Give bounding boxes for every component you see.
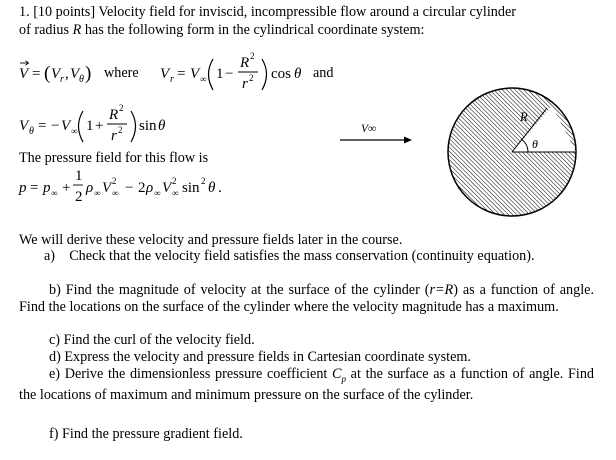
question-f [49,426,243,442]
flow-label: V∞ [361,123,377,135]
velocity-equation-row [19,42,439,100]
svg-text:∞: ∞ [71,126,78,136]
question-b-text-pre: Find the magnitude of velocity at the surface of the cylinder ( [65,282,430,298]
vtheta-equation [19,96,219,152]
svg-text:V: V [51,66,61,82]
svg-text:.: . [218,180,222,196]
question-c [49,332,255,348]
svg-text:V: V [162,180,172,196]
svg-text:2: 2 [250,51,255,61]
question-a [19,248,594,265]
question-c-text: Find the curl of the velocity field. [63,332,255,348]
question-e-text-pre: Derive the dimensionless pressure coefficient [64,366,328,382]
svg-text:=: = [32,66,41,82]
problem-points: [10 points] [33,4,96,20]
problem-header [19,4,516,20]
cylinder-figure-svg [330,96,600,222]
question-b-text-post: ) as a function of angle. Find the locations on the surface of the cylinder where the velocity magnitude has a maximum. [19,282,594,315]
problem-number: 1. [19,4,30,20]
svg-text:ρ: ρ [146,180,154,196]
svg-text:r: r [111,128,117,144]
svg-text:∞: ∞ [51,188,58,198]
svg-text:p: p [19,180,27,196]
svg-text:V: V [160,66,170,82]
question-e-label: e) [49,366,61,382]
svg-text:1: 1 [86,118,94,134]
pressure-intro: The pressure field for this flow is [19,150,209,166]
problem-intro-line1: Velocity field for inviscid, incompressible flow around a circular cylinder [98,4,516,20]
svg-text:ρ: ρ [86,180,94,196]
svg-text:−: − [225,66,234,82]
svg-text:r: r [60,74,64,85]
svg-text:R: R [109,107,119,123]
svg-text:R: R [240,55,250,71]
svg-text:+: + [62,180,71,196]
svg-text:1: 1 [75,168,83,184]
intro-line2-post: has the following form in the cylindrical coordinate system: [84,22,425,38]
svg-text:+: + [95,118,104,134]
svg-text:V: V [190,66,200,82]
question-d [49,349,471,365]
and-word: and [313,65,334,81]
question-e-subscript: p [341,373,346,384]
question-a-label: a) [44,248,56,264]
svg-text:V: V [70,66,80,82]
svg-text:∞: ∞ [94,188,101,198]
svg-text:2: 2 [249,73,254,83]
question-a-text: Check that the velocity field satisfies the mass conservation (continuity equation). [69,248,535,264]
svg-text:1: 1 [216,66,224,82]
radius-symbol: R [72,22,82,38]
question-b-label: b) [49,282,61,298]
svg-text:2: 2 [119,103,124,113]
svg-text:cos: cos [271,66,291,82]
questions-intro: We will derive these velocity and pressure fields later in the course. [19,232,403,248]
pressure-equation-svg [19,162,259,210]
svg-text:=: = [38,118,47,134]
question-e-text-post: at the surface as a function of angle. Find the locations of maximum and minimum pressure on the surface of the cylinder. [19,366,595,404]
svg-text:−: − [125,180,134,196]
question-b [19,282,594,315]
question-f-text: Find the pressure gradient field. [62,426,243,442]
question-b-condition: r=R [429,282,454,298]
cylinder-figure [330,96,600,222]
svg-text:2: 2 [112,176,117,186]
svg-text:=: = [30,180,39,196]
svg-text:2: 2 [172,176,177,186]
svg-text:=: = [177,66,186,82]
svg-text:sin: sin [182,180,200,196]
svg-text:∞: ∞ [172,188,179,198]
svg-text:2: 2 [138,180,146,196]
intro-line2-pre: of radius [19,22,70,38]
question-e [19,366,594,404]
svg-text:V: V [102,180,112,196]
where-word: where [104,65,139,81]
angle-label: θ [532,137,538,151]
radius-label: R [520,110,528,124]
svg-text:θ: θ [29,126,34,137]
vtheta-equation-svg [19,96,219,152]
question-d-text: Express the velocity and pressure fields in Cartesian coordinate system. [64,349,471,365]
svg-text:p: p [43,180,51,196]
svg-text:∞: ∞ [200,74,207,84]
svg-text:V: V [19,118,29,134]
svg-text:2: 2 [75,189,83,205]
svg-text:θ: θ [158,118,166,134]
problem-intro-line2 [19,22,424,38]
svg-text:θ: θ [294,66,302,82]
svg-text:V: V [61,118,71,134]
svg-text:2: 2 [118,125,123,135]
svg-text:∞: ∞ [112,188,119,198]
svg-text:2: 2 [201,176,206,186]
svg-text:,: , [65,66,69,82]
svg-text:): ) [85,63,92,84]
svg-text:∞: ∞ [154,188,161,198]
svg-text:θ: θ [79,74,84,85]
svg-text:(: ( [44,63,51,84]
question-d-label: d) [49,349,61,365]
svg-text:r: r [242,76,248,92]
svg-text:V: V [19,66,29,82]
svg-text:−: − [51,118,60,134]
flow-arrow-head [404,137,412,144]
question-e-symbol: C [332,366,342,382]
pressure-equation [19,162,259,210]
svg-text:sin: sin [139,118,157,134]
question-c-label: c) [49,332,61,348]
question-f-label: f) [49,426,59,442]
velocity-vector-and-vr-equation [19,42,439,100]
svg-text:θ: θ [208,180,216,196]
svg-text:r: r [170,74,174,85]
